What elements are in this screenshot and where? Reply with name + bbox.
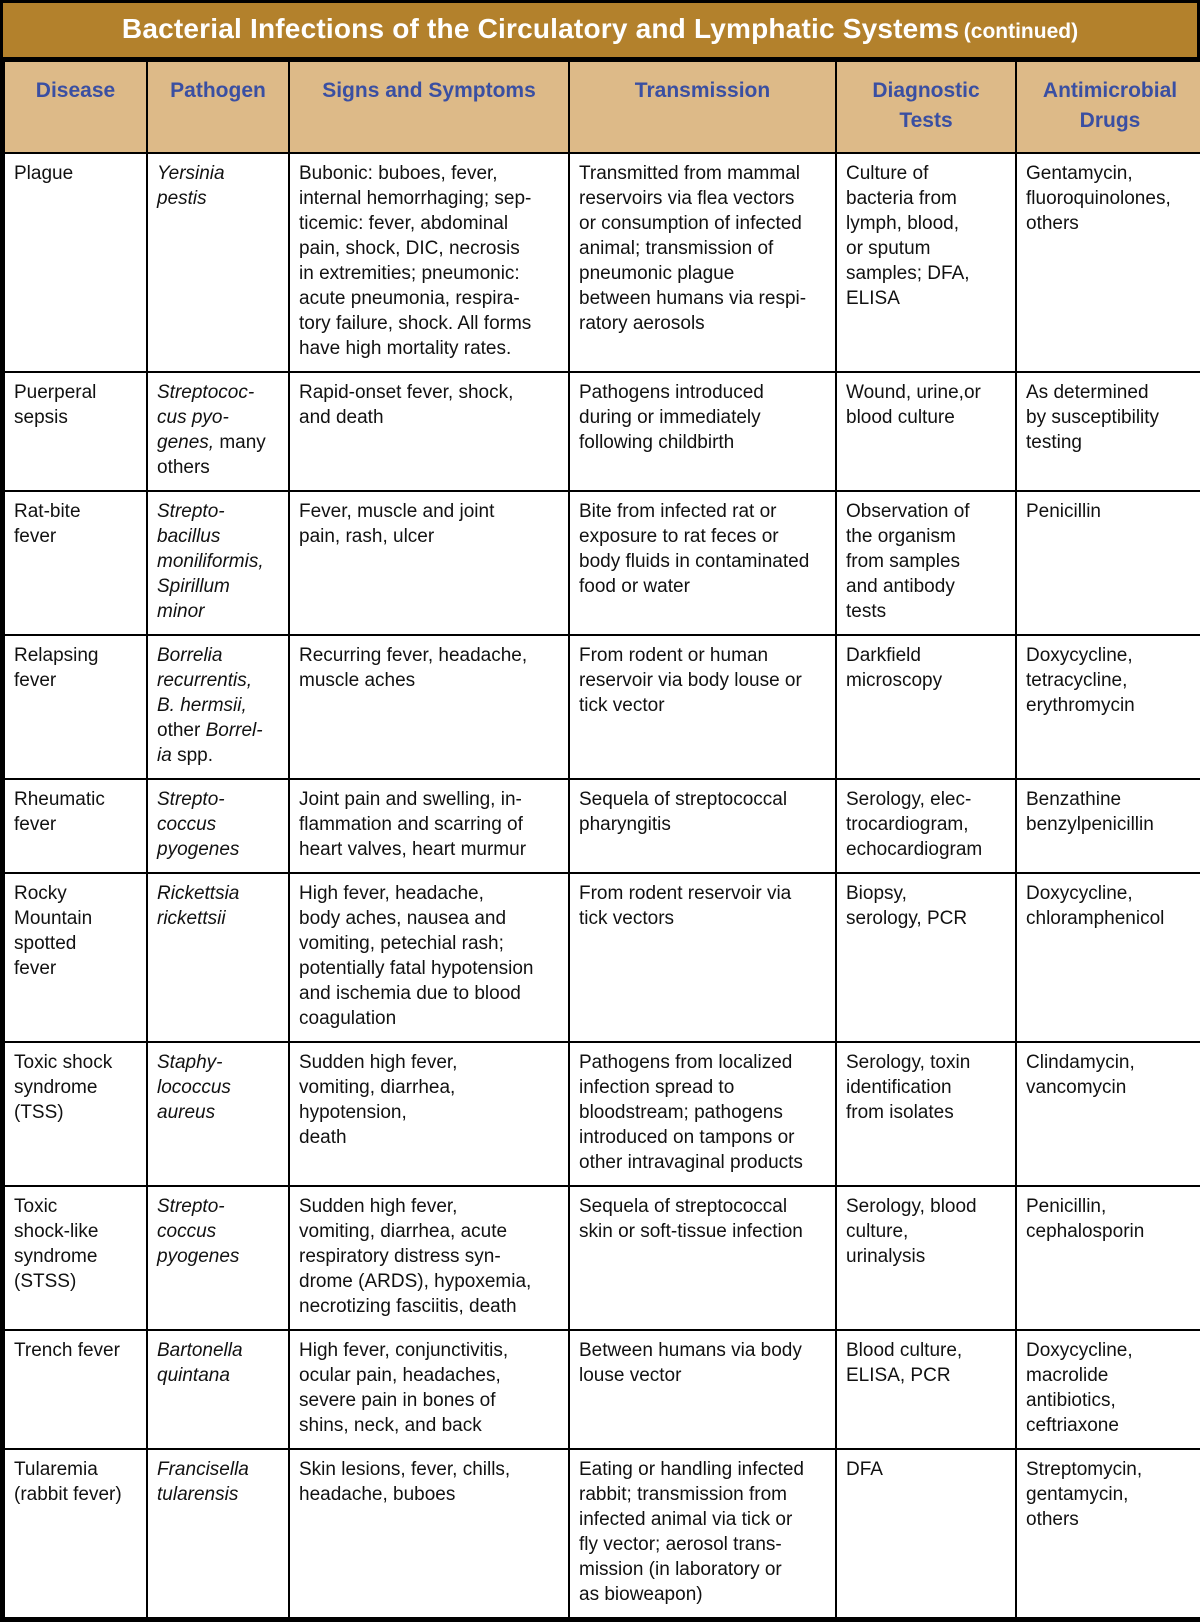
pathogen-name-segment: Yersinia bbox=[157, 163, 225, 184]
pathogen-plain-segment: others bbox=[157, 457, 210, 478]
pathogen-name-segment: Borrelia bbox=[157, 645, 223, 666]
table-row bbox=[4, 635, 1200, 779]
cell-transmission: Sequela of streptococcal pharyngitis bbox=[569, 779, 836, 873]
cell-diagnostic: Serology, elec- trocardiogram, echocardiogram bbox=[836, 779, 1016, 873]
header-signs-symptoms: Signs and Symptoms bbox=[289, 61, 569, 153]
pathogen-name-segment: pyogenes bbox=[157, 839, 240, 860]
pathogen-name-segment: Streptococ- bbox=[157, 382, 255, 403]
pathogen-name-segment: coccus bbox=[157, 1221, 217, 1242]
cell-pathogen bbox=[147, 491, 289, 635]
pathogen-name-segment: tularensis bbox=[157, 1484, 239, 1505]
cell-diagnostic: Culture of bacteria from lymph, blood, or sputum samples; DFA, ELISA bbox=[836, 153, 1016, 372]
cell-diagnostic: Blood culture, ELISA, PCR bbox=[836, 1330, 1016, 1449]
table-body bbox=[4, 153, 1200, 1618]
cell-signs: High fever, headache, body aches, nausea and vomiting, petechial rash; potentially fatal hypotension and ischemia due to blood coagulation bbox=[289, 873, 569, 1042]
pathogen-name-segment: recurrentis, bbox=[157, 670, 253, 691]
cell-disease: Rheumatic fever bbox=[4, 779, 147, 873]
header-disease: Disease bbox=[4, 61, 147, 153]
table-row bbox=[4, 491, 1200, 635]
pathogen-name-segment: bacillus bbox=[157, 526, 221, 547]
cell-pathogen bbox=[147, 153, 289, 372]
pathogen-name-segment: minor bbox=[157, 601, 205, 622]
cell-signs: Sudden high fever, vomiting, diarrhea, hypotension, death bbox=[289, 1042, 569, 1186]
cell-disease: Plague bbox=[4, 153, 147, 372]
cell-signs: Bubonic: buboes, fever, internal hemorrhaging; sep- ticemic: fever, abdominal pain, shock, DIC, necrosis in extremities; pneumonic: acute pneumonia, respira- tory failure, shock. All forms have high mortality rates. bbox=[289, 153, 569, 372]
table-row bbox=[4, 372, 1200, 491]
pathogen-name-segment: moniliformis, bbox=[157, 551, 264, 572]
pathogen-name-segment: Strepto- bbox=[157, 501, 225, 522]
pathogen-name-segment: Bartonella bbox=[157, 1340, 243, 1361]
pathogen-name-segment: cus pyo- bbox=[157, 407, 229, 428]
cell-signs: Fever, muscle and joint pain, rash, ulcer bbox=[289, 491, 569, 635]
cell-drugs: Gentamycin, fluoroquinolones, others bbox=[1016, 153, 1200, 372]
table-row bbox=[4, 873, 1200, 1042]
cell-drugs: Penicillin, cephalosporin bbox=[1016, 1186, 1200, 1330]
cell-drugs: Benzathine benzylpenicillin bbox=[1016, 779, 1200, 873]
pathogen-name-segment: Strepto- bbox=[157, 1196, 225, 1217]
cell-transmission: Transmitted from mammal reservoirs via flea vectors or consumption of infected animal; transmission of pneumonic plague between humans via respi- ratory aerosols bbox=[569, 153, 836, 372]
pathogen-name-segment: rickettsii bbox=[157, 908, 226, 929]
cell-pathogen bbox=[147, 1186, 289, 1330]
table-title-continued: (continued) bbox=[963, 20, 1079, 43]
pathogen-name-segment: ia bbox=[157, 745, 172, 766]
cell-signs: High fever, conjunctivitis, ocular pain, headaches, severe pain in bones of shins, neck, and back bbox=[289, 1330, 569, 1449]
pathogen-name-segment: Strepto- bbox=[157, 789, 225, 810]
table-row bbox=[4, 1042, 1200, 1186]
pathogen-name-segment: pestis bbox=[157, 188, 207, 209]
pathogen-name-segment: genes, bbox=[157, 432, 215, 453]
pathogen-name-segment: Borrel- bbox=[205, 720, 263, 741]
cell-diagnostic: Darkfield microscopy bbox=[836, 635, 1016, 779]
table-title-bar bbox=[3, 3, 1197, 60]
table-row bbox=[4, 1330, 1200, 1449]
cell-disease: Puerperal sepsis bbox=[4, 372, 147, 491]
cell-disease: Rocky Mountain spotted fever bbox=[4, 873, 147, 1042]
header-pathogen: Pathogen bbox=[147, 61, 289, 153]
cell-transmission: From rodent reservoir via tick vectors bbox=[569, 873, 836, 1042]
cell-pathogen bbox=[147, 873, 289, 1042]
pathogen-name-segment: aureus bbox=[157, 1102, 216, 1123]
cell-signs: Rapid-onset fever, shock, and death bbox=[289, 372, 569, 491]
pathogen-name-segment: B. hermsii, bbox=[157, 695, 247, 716]
cell-transmission: Between humans via body louse vector bbox=[569, 1330, 836, 1449]
pathogen-name-segment: Spirillum bbox=[157, 576, 230, 597]
table-title: Bacterial Infections of the Circulatory and Lymphatic Systems bbox=[121, 13, 960, 44]
cell-transmission: Pathogens from localized infection spread to bloodstream; pathogens introduced on tampons or other intravaginal products bbox=[569, 1042, 836, 1186]
cell-disease: Toxic shock-like syndrome (STSS) bbox=[4, 1186, 147, 1330]
cell-diagnostic: Biopsy, serology, PCR bbox=[836, 873, 1016, 1042]
pathogen-name-segment: Rickettsia bbox=[157, 883, 240, 904]
cell-pathogen bbox=[147, 1449, 289, 1618]
pathogen-name-segment: quintana bbox=[157, 1365, 230, 1386]
pathogen-name-segment: Francisella bbox=[157, 1459, 249, 1480]
header-diagnostic-tests: Diagnostic Tests bbox=[836, 61, 1016, 153]
cell-diagnostic: DFA bbox=[836, 1449, 1016, 1618]
table-row bbox=[4, 779, 1200, 873]
cell-disease: Rat-bite fever bbox=[4, 491, 147, 635]
header-antimicrobial-drugs: Antimicrobial Drugs bbox=[1016, 61, 1200, 153]
cell-drugs: Doxycycline, macrolide antibiotics, ceftriaxone bbox=[1016, 1330, 1200, 1449]
cell-diagnostic: Serology, toxin identification from isolates bbox=[836, 1042, 1016, 1186]
header-transmission: Transmission bbox=[569, 61, 836, 153]
cell-transmission: Eating or handling infected rabbit; transmission from infected animal via tick or fly vector; aerosol trans- mission (in laboratory or as bioweapon) bbox=[569, 1449, 836, 1618]
cell-drugs: As determined by susceptibility testing bbox=[1016, 372, 1200, 491]
table-row bbox=[4, 1449, 1200, 1618]
cell-transmission: Pathogens introduced during or immediately following childbirth bbox=[569, 372, 836, 491]
pathogen-plain-segment: spp. bbox=[171, 745, 213, 766]
pathogen-plain-segment: many bbox=[214, 432, 266, 453]
infection-table bbox=[3, 60, 1200, 1619]
table-header-row bbox=[4, 61, 1200, 153]
cell-drugs: Doxycycline, tetracycline, erythromycin bbox=[1016, 635, 1200, 779]
cell-diagnostic: Wound, urine,or blood culture bbox=[836, 372, 1016, 491]
cell-diagnostic: Observation of the organism from samples and antibody tests bbox=[836, 491, 1016, 635]
cell-signs: Joint pain and swelling, in- flammation and scarring of heart valves, heart murmur bbox=[289, 779, 569, 873]
pathogen-name-segment: coccus bbox=[157, 814, 217, 835]
cell-pathogen bbox=[147, 1330, 289, 1449]
pathogen-plain-segment: other bbox=[157, 720, 206, 741]
cell-signs: Sudden high fever, vomiting, diarrhea, acute respiratory distress syn- drome (ARDS), hypoxemia, necrotizing fasciitis, death bbox=[289, 1186, 569, 1330]
table-row bbox=[4, 1186, 1200, 1330]
cell-signs: Recurring fever, headache, muscle aches bbox=[289, 635, 569, 779]
cell-pathogen bbox=[147, 779, 289, 873]
cell-transmission: Bite from infected rat or exposure to rat feces or body fluids in contaminated food or water bbox=[569, 491, 836, 635]
cell-signs: Skin lesions, fever, chills, headache, buboes bbox=[289, 1449, 569, 1618]
table-row bbox=[4, 153, 1200, 372]
cell-pathogen bbox=[147, 635, 289, 779]
cell-disease: Toxic shock syndrome (TSS) bbox=[4, 1042, 147, 1186]
pathogen-name-segment: pyogenes bbox=[157, 1246, 240, 1267]
cell-disease: Trench fever bbox=[4, 1330, 147, 1449]
cell-drugs: Penicillin bbox=[1016, 491, 1200, 635]
cell-transmission: From rodent or human reservoir via body louse or tick vector bbox=[569, 635, 836, 779]
cell-drugs: Clindamycin, vancomycin bbox=[1016, 1042, 1200, 1186]
cell-disease: Relapsing fever bbox=[4, 635, 147, 779]
pathogen-name-segment: lococcus bbox=[157, 1077, 231, 1098]
cell-diagnostic: Serology, blood culture, urinalysis bbox=[836, 1186, 1016, 1330]
cell-drugs: Doxycycline, chloramphenicol bbox=[1016, 873, 1200, 1042]
cell-drugs: Streptomycin, gentamycin, others bbox=[1016, 1449, 1200, 1618]
cell-disease: Tularemia (rabbit fever) bbox=[4, 1449, 147, 1618]
cell-pathogen bbox=[147, 372, 289, 491]
pathogen-name-segment: Staphy- bbox=[157, 1052, 223, 1073]
cell-transmission: Sequela of streptococcal skin or soft-tissue infection bbox=[569, 1186, 836, 1330]
cell-pathogen bbox=[147, 1042, 289, 1186]
